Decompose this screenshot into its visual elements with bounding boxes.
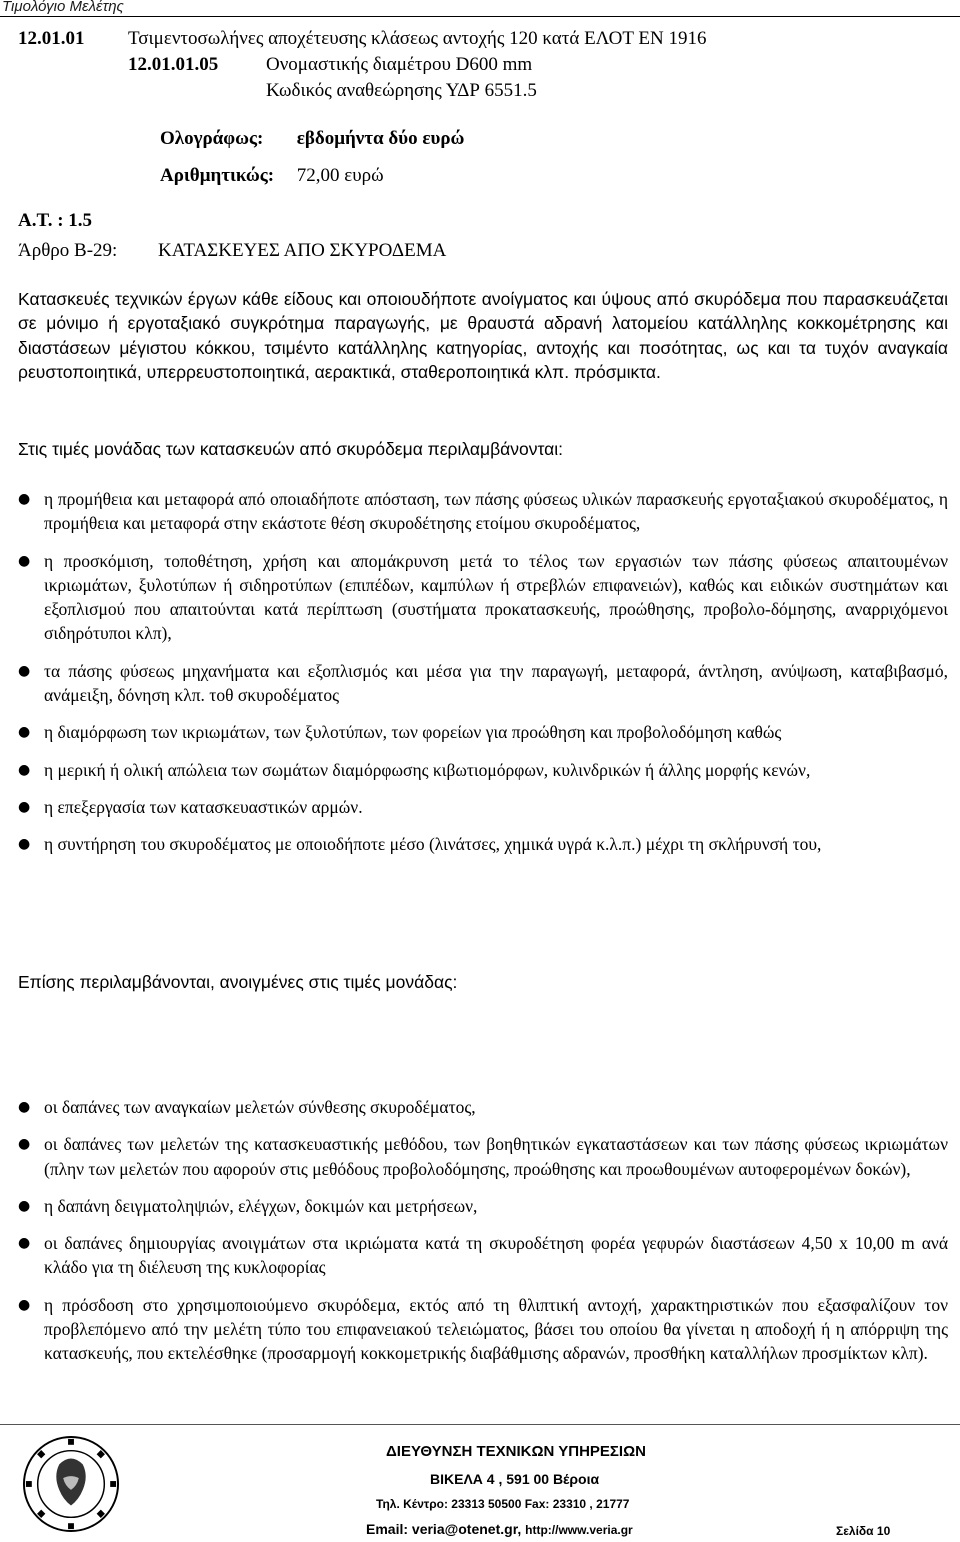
- list-item: [18, 659, 948, 708]
- list-item: [18, 758, 948, 782]
- bullet-icon: ●: [18, 724, 31, 741]
- item-code-block: [18, 26, 707, 104]
- intro-paragraph: Κατασκευές τεχνικών έργων κάθε είδους και οποιουδήποτε ανοίγματος και ύψους από σκυρόδεμα που παρασκευάζεται σε μόνιμο ή εργοταξιακό συγκρότημα παραγωγής, με θραυστά αδρανή λατομείου κατάλληλης κοκκομέτρησης και διαστάσεων μέγιστου κόκκου, τσιμέντο κατάλληλης κατηγορίας, αντοχής και ποσότητας, ως και τα τυχόν αναγκαία ρευστοποιητικά, υπερρευστοποιητικά, αερακτικά, σταθεροποιητικά κλπ. πρόσμικτα.: [18, 289, 948, 382]
- also-included-heading: Επίσης περιλαμβάνονται, ανοιγμένες στις τιμές μονάδας:: [18, 972, 458, 992]
- list-item-text: οι δαπάνες των αναγκαίων μελετών σύνθεσης σκυροδέματος,: [44, 1097, 476, 1117]
- price-words-row: [160, 128, 464, 165]
- footer-phones: Τηλ. Κέντρο: 23313 50500 Fax: 23310 , 21777: [376, 1497, 630, 1511]
- list-item-text: η μερική ή ολική απώλεια των σωμάτων διαμόρφωσης κιβωτιομόρφων, κυλινδρικών ή άλλης μορφής κενών,: [44, 759, 811, 780]
- bullet-icon: ●: [18, 1235, 31, 1252]
- sub-code-line: [18, 52, 533, 78]
- footer-address: ΒΙΚΕΛΑ 4 , 591 00 Βέροια: [430, 1471, 600, 1487]
- list-item: [18, 720, 948, 744]
- list-item-text: τα πάσης φύσεως μηχανήματα και εξοπλισμός και μέσα για την παραγωγή, μεταφορά, άντληση, ανύψωση, καταβιβασμό, ανάμειξη, δόνηση κλπ. τοθ σκυροδέματος: [44, 660, 948, 706]
- list-item: [18, 1231, 948, 1280]
- bullet-icon: ●: [18, 1296, 31, 1313]
- footer-department: ΔΙΕΥΘΥΝΣΗ ΤΕΧΝΙΚΩΝ ΥΠΗΡΕΣΙΩΝ: [386, 1443, 646, 1460]
- price-words-label: Ολογράφως:: [160, 128, 264, 149]
- list-item-text: η πρόσδοση στο χρησιμοποιούμενο σκυρόδεμα, εκτός από τη θλιπτική αντοχή, χαρακτηριστικών που εξασφαλίζουν τον προβλεπόμενο από την μελέτη τύπο του επιφανειακού τελειώματος, βάσει του οποίου θα γίνεται η αποδοχή ή η απόρριψη της κατασκευής, που εκτελέσθηκε (προσαρμογή κοκκομετρικής διαβάθμισης αδρανών, προσθήκη καταλλήλων προσμίκτων κλπ).: [44, 1294, 948, 1364]
- included-heading: Στις τιμές μονάδας των κατασκευών από σκυρόδεμα περιλαμβάνονται:: [18, 439, 564, 459]
- bullet-icon: ●: [18, 1136, 31, 1153]
- list-item-text: η διαμόρφωση των ικριωμάτων, των ξυλοτύπων, των φορείων για προώθηση και προβολοδόμηση καθώς: [44, 722, 782, 743]
- page-number: Σελίδα 10: [836, 1524, 891, 1538]
- bullet-icon: ●: [18, 761, 31, 778]
- footer-website[interactable]: http://www.veria.gr: [525, 1523, 633, 1537]
- price-block: [160, 128, 464, 202]
- list-item: [18, 795, 948, 819]
- price-numeric-value: 72,00 ευρώ: [296, 165, 384, 186]
- list-item-text: η δαπάνη δειγματοληψιών, ελέγχων, δοκιμών και μετρήσεων,: [44, 1195, 478, 1216]
- list-item: [18, 1132, 948, 1181]
- bullet-icon: ●: [18, 491, 31, 507]
- list-item: [18, 549, 948, 646]
- bullet-icon: ●: [18, 836, 31, 853]
- price-words-value: εβδομήντα δύο ευρώ: [296, 128, 465, 149]
- list-item-text: η προμήθεια και μεταφορά από οποιαδήποτε απόσταση, των πάσης φύσεως υλικών παρασκευής εργοταξιακού σκυροδέματος, η προμήθεια και μεταφορά στην εκάστοτε θέση σκυροδέτησης ετοίμου σκυροδέματος,: [44, 489, 948, 534]
- list-item: [18, 487, 948, 536]
- bullet-icon: ●: [18, 662, 31, 679]
- at-number: Α.Τ. : 1.5: [18, 210, 93, 231]
- sub-code: 12.01.01.05: [128, 54, 219, 75]
- list-item: [18, 1293, 948, 1366]
- list-item: [18, 1194, 948, 1218]
- revision-code: Κωδικός αναθεώρησης ΥΔΡ 6551.5: [266, 80, 537, 101]
- list-item-text: οι δαπάνες δημιουργίας ανοιγμάτων στα ικριώματα κατά τη σκυροδέτηση φορέα γεφυρών διαστάσεων 4,50 x 10,00 m ανά κλάδο για τη διέλευση της κυκλοφορίας: [44, 1233, 948, 1278]
- included-list: [18, 487, 948, 870]
- list-item: [18, 1095, 948, 1119]
- bullet-icon: ●: [18, 1197, 31, 1214]
- main-code-line: [18, 26, 707, 52]
- list-item-text: η συντήρηση του σκυροδέματος με οποιοδήποτε μέσο (λινάτσες, χημικά υγρά κ.λ.π.) μέχρι τη σκλήρυνσή του,: [44, 834, 822, 855]
- running-title: Τιμολόγιο Μελέτης: [2, 0, 124, 15]
- main-code-desc: Τσιμεντοσωλήνες αποχέτευσης κλάσεως αντοχής 120 κατά ΕΛΟΤ ΕΝ 1916: [128, 28, 707, 49]
- main-code: 12.01.01: [18, 28, 85, 49]
- bullet-icon: ●: [18, 798, 31, 815]
- revision-line: [18, 78, 537, 104]
- municipality-seal-icon: [22, 1435, 120, 1533]
- footer-contact: [366, 1521, 633, 1537]
- list-item-text: η προσκόμιση, τοποθέτηση, χρήση και απομάκρυνση μετά το τέλος των εργασιών των πάσης φύσεως απαιτουμένων ικριωμάτων, ξυλοτύπων ή σιδηροτύπων (επιπέδων, καμπύλων ή στρεβλών επιφανειών), καθώς και ειδικών συστημάτων και εξοπλισμού που απαιτούνται κατά περίπτωση (συστήματα προκατασκευής, προώθησης, προβολο-δόμησης, αναρριχόμενοι σιδηρότυποι κλπ),: [44, 550, 948, 644]
- running-header: [0, 0, 960, 17]
- article-title: ΚΑΤΑΣΚΕΥΕΣ ΑΠΟ ΣΚΥΡΟΔΕΜΑ: [158, 240, 447, 261]
- article-heading: [18, 240, 447, 262]
- bullet-icon: ●: [18, 552, 31, 569]
- footer-email[interactable]: Email: veria@otenet.gr,: [366, 1521, 522, 1537]
- also-included-list: [18, 1095, 948, 1379]
- article-label: Άρθρο Β-29:: [18, 240, 118, 261]
- bullet-icon: ●: [18, 1099, 31, 1115]
- sub-code-desc: Ονομαστικής διαμέτρου D600 mm: [266, 54, 533, 75]
- list-item: [18, 832, 948, 856]
- price-numeric-row: [160, 165, 464, 202]
- page-footer: [0, 1424, 960, 1542]
- list-item-text: οι δαπάνες των μελετών της κατασκευαστικής μεθόδου, των βοηθητικών εγκαταστάσεων και των πάσης φύσεως ικριωμάτων (πλην των μελετών που αφορούν στις μεθόδους προβολοδόμησης, προώθησης και προωθουμένων αυτοφερομένων δοκών),: [44, 1134, 948, 1179]
- price-numeric-label: Αριθμητικώς:: [160, 165, 275, 186]
- list-item-text: η επεξεργασία των κατασκευαστικών αρμών.: [44, 796, 363, 817]
